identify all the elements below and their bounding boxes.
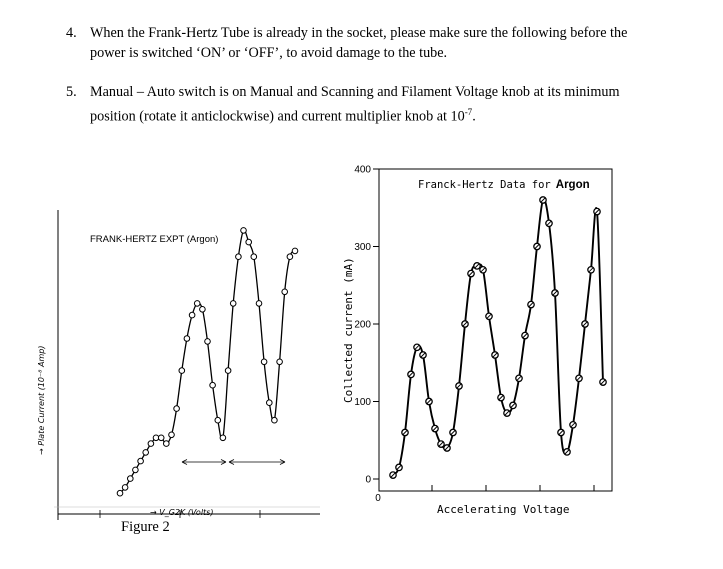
left-data-point-16 (200, 307, 206, 313)
left-data-point-25 (246, 239, 252, 245)
left-data-point-14 (189, 312, 195, 318)
left-figure-title: FRANK-HERTZ EXPT (Argon) (90, 234, 219, 245)
left-data-point-4 (138, 458, 144, 464)
right-y-axis-label: Collected current (mA) (342, 257, 355, 403)
left-data-point-22 (230, 301, 236, 307)
left-data-point-2 (128, 476, 134, 482)
left-data-point-9 (164, 441, 170, 447)
instruction-4-line-1: When the Frank-Hertz Tube is already in the socket, please make sure the following before the (90, 25, 628, 41)
left-x-axis-label: → V_G2K (Volts) (150, 508, 214, 517)
left-data-point-32 (282, 289, 288, 295)
left-data-point-0 (117, 490, 123, 496)
left-data-point-26 (251, 254, 257, 260)
left-data-point-27 (256, 301, 262, 307)
right-y-tick-labels (354, 165, 371, 486)
instruction-5-exponent: -7 (464, 107, 473, 117)
left-data-point-1 (122, 485, 128, 491)
left-data-point-12 (179, 368, 185, 374)
instruction-5-number: 5. (66, 84, 77, 100)
left-data-point-10 (169, 432, 175, 438)
right-y-tick-label-1: 100 (354, 397, 371, 408)
right-title-text: Franck-Hertz Data for (418, 179, 551, 191)
right-y-ticks (373, 169, 379, 479)
figure-left (37, 210, 320, 520)
right-y-tick-label-4: 400 (354, 164, 371, 176)
right-y-tick-label-2: 200 (354, 319, 371, 331)
left-data-point-34 (292, 248, 298, 254)
left-data-point-13 (184, 336, 190, 342)
left-data-point-19 (215, 417, 221, 423)
figure-caption: Figure 2 (121, 519, 170, 535)
left-data-point-21 (225, 368, 231, 374)
left-data-point-18 (210, 382, 216, 388)
right-y-tick-label-3: 300 (354, 242, 371, 253)
left-data-point-31 (277, 359, 283, 365)
left-data-point-20 (220, 435, 226, 441)
left-data-point-24 (241, 228, 247, 234)
left-data-point-5 (143, 450, 149, 456)
right-x-axis-label: Accelerating Voltage (437, 503, 570, 516)
left-data-point-30 (272, 417, 278, 423)
right-title-argon: Argon (555, 179, 590, 191)
instruction-4-number: 4. (66, 25, 77, 41)
left-data-point-29 (267, 400, 273, 406)
right-plot-frame (379, 169, 612, 491)
left-data-point-28 (261, 359, 267, 365)
left-data-point-6 (148, 441, 154, 447)
left-data-point-11 (174, 406, 180, 412)
left-data-point-33 (287, 254, 293, 260)
left-y-axis-label: → Plate Current (10⁻⁸ Amp) (37, 345, 46, 455)
left-data-point-23 (236, 254, 242, 260)
right-y-tick-label-0: 0 (365, 474, 371, 486)
left-data-point-3 (133, 467, 139, 473)
right-x-ticks (432, 485, 594, 491)
left-data-point-15 (194, 301, 200, 307)
figure-right (342, 165, 612, 517)
instruction-4-line-2: power is switched ‘ON’ or ‘OFF’, to avoid damage to the tube. (90, 45, 448, 61)
instruction-5-line-1: Manual – Auto switch is on Manual and Scanning and Filament Voltage knob at its minimum (90, 84, 620, 100)
left-data-point-17 (205, 339, 211, 345)
right-x-origin-label: 0 (375, 493, 381, 504)
instruction-5-line-2-end: . (472, 108, 476, 125)
left-data-point-8 (158, 435, 164, 441)
right-data-points (390, 197, 606, 479)
right-data-curve (393, 199, 603, 475)
instruction-5-line-2-start: position (rotate it anticlockwise) and current multiplier knob at 10 (90, 108, 465, 125)
right-figure-title (418, 179, 590, 191)
